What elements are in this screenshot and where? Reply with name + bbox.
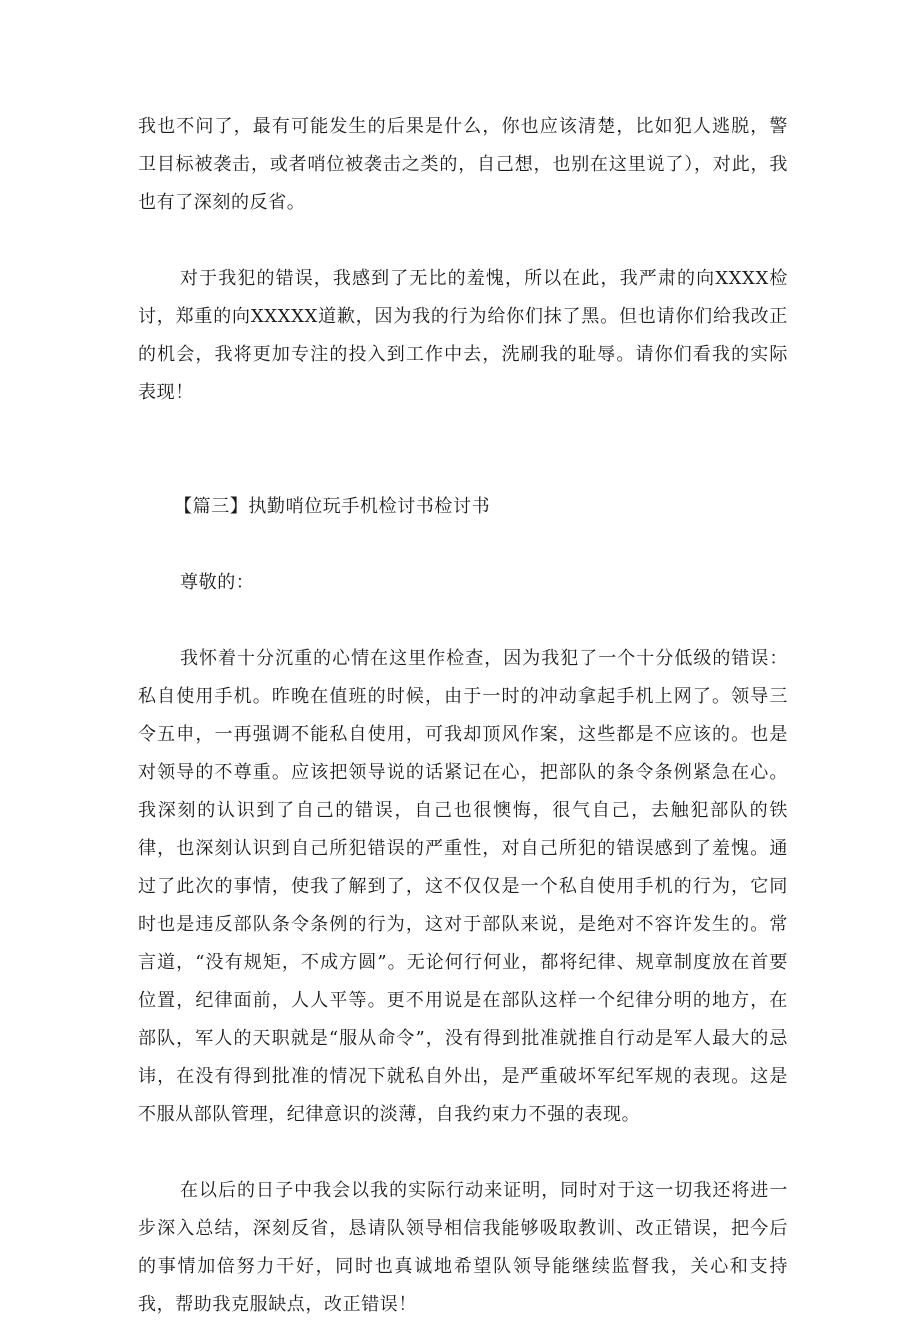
heading-gap [138,526,788,564]
section-heading: 【篇三】执勤哨位玩手机检讨书检讨书 [174,496,491,517]
paragraph-commitment: 在以后的日子中我会以我的实际行动来证明，同时对于这一切我还将进一步深入总结，深刻反省，恳请队领导相信我能够吸取教训、改正错误，把今后的事情加倍努力干好，同时也真诚地希望队领导能继续监督我，关心和支持我，帮助我克服缺点，改正错误！ [138,1180,788,1315]
paragraph-gap [138,1134,788,1172]
paragraph-continuation: 我也不问了，最有可能发生的后果是什么，你也应该清楚，比如犯人逃脱，警卫目标被袭击，或者哨位被袭击之类的，自己想，也别在这里说了），对此，我也有了深刻的反省。 [138,116,788,213]
salutation-gap [138,602,788,640]
salutation: 尊敬的： [180,572,255,593]
document-page [138,108,788,1324]
section-gap [138,412,788,488]
paragraph-apology: 对于我犯的错误，我感到了无比的羞愧，所以在此，我严肃的向XXXX检讨，郑重的向XXXXX道歉，因为我的行为给你们抹了黑。但也请你们给我改正的机会，我将更加专注的投入到工作中去，洗刷我的耻辱。请你们看我的实际表现！ [138,268,788,403]
paragraph-confession: 我怀着十分沉重的心情在这里作检查，因为我犯了一个十分低级的错误：私自使用手机。昨晚在值班的时候，由于一时的冲动拿起手机上网了。领导三令五申，一再强调不能私自使用，可我却顶风作案，这些都是不应该的。也是对领导的不尊重。应该把领导说的话紧记在心，把部队的条令条例紧急在心。我深刻的认识到了自己的错误，自己也很懊悔，很气自己，去触犯部队的铁律，也深刻认识到自己所犯错误的严重性，对自己所犯的错误感到了羞愧。通过了此次的事情，使我了解到了，这不仅仅是一个私自使用手机的行为，它同时也是违反部队条令条例的行为，这对于部队来说，是绝对不容许发生的。常言道，“没有规矩，不成方圆”。无论何行何业，都将纪律、规章制度放在首要位置，纪律面前，人人平等。更不用说是在部队这样一个纪律分明的地方，在部队，军人的天职就是“服从命令”，没有得到批准就推自行动是军人最大的忌讳，在没有得到批准的情况下就私自外出，是严重破坏军纪军规的表现。这是不服从部队管理，纪律意识的淡薄，自我约束力不强的表现。 [138,648,788,1125]
paragraph-gap [138,222,788,260]
